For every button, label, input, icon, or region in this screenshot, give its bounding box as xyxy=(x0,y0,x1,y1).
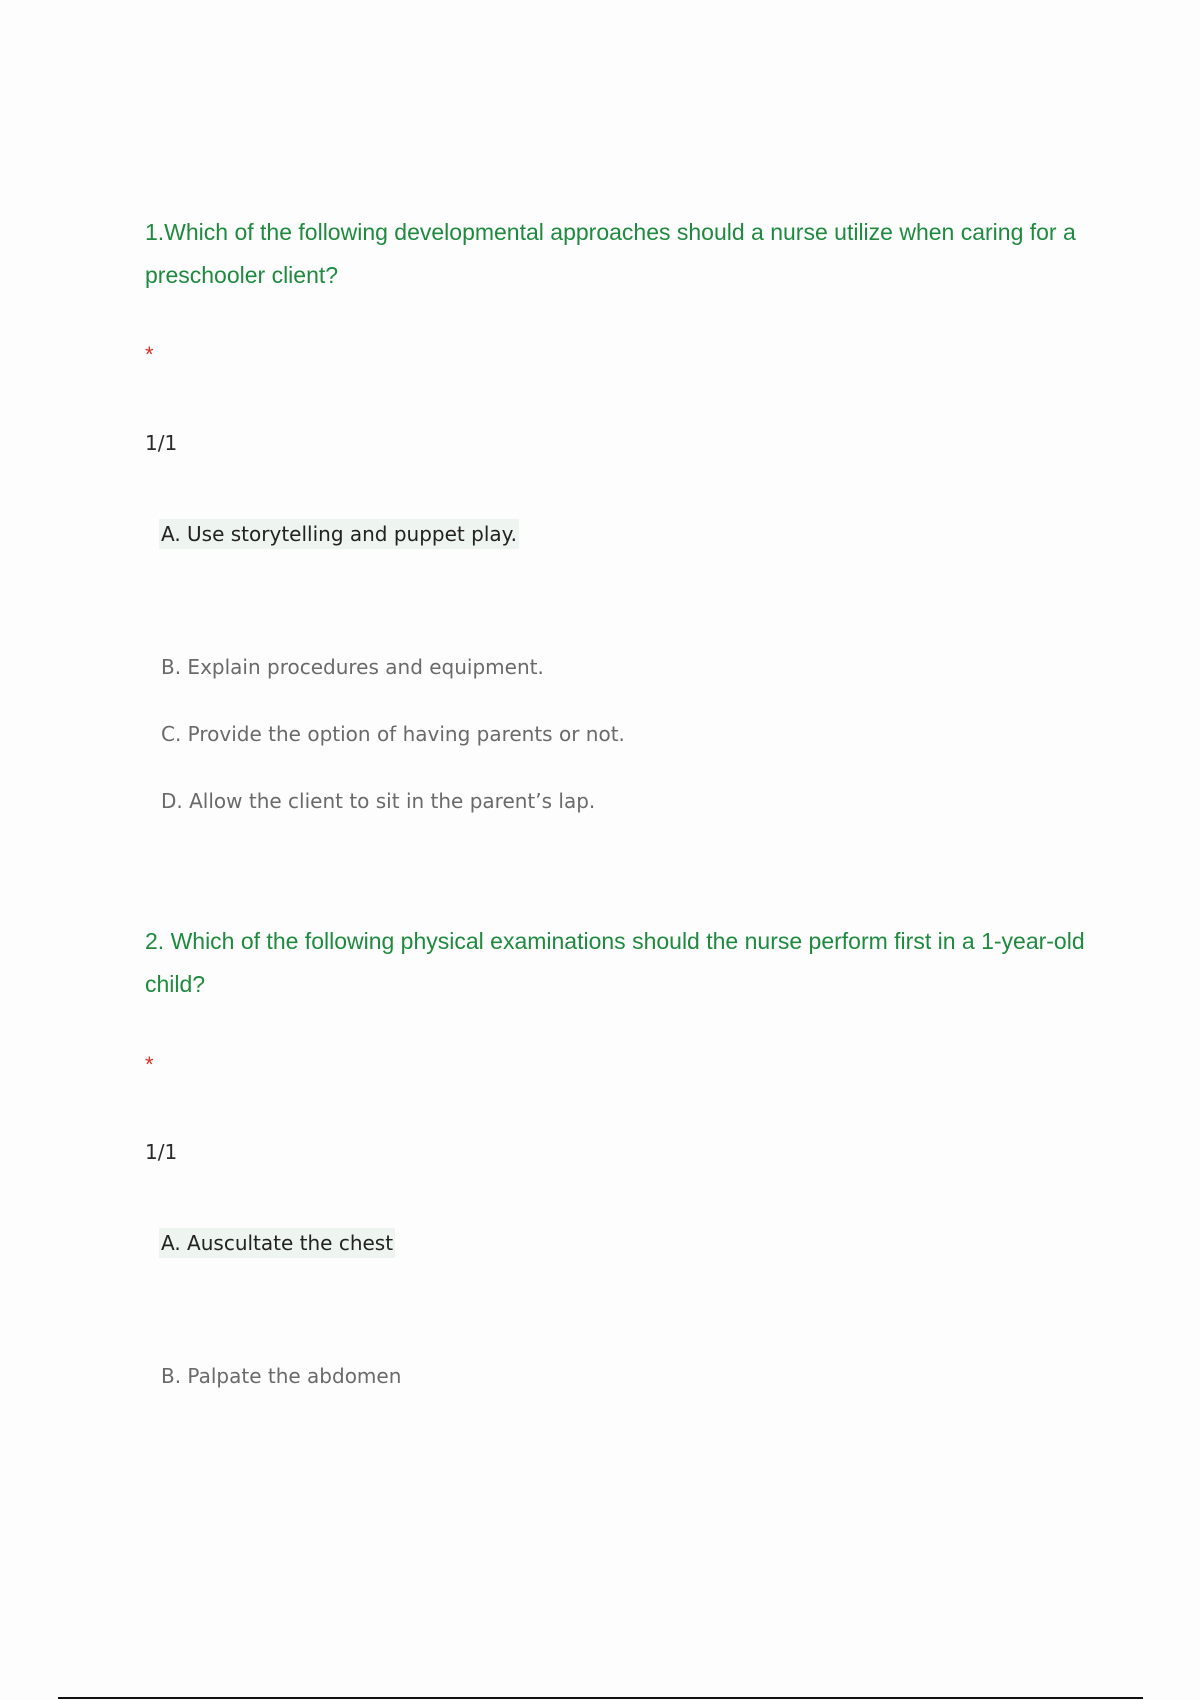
question-2-option-a[interactable]: A. Auscultate the chest xyxy=(159,1228,395,1258)
question-1-option-d[interactable]: D. Allow the client to sit in the parent’s lap. xyxy=(161,789,596,813)
question-1-score: 1/1 xyxy=(145,431,178,455)
question-1-option-b[interactable]: B. Explain procedures and equipment. xyxy=(161,655,544,679)
question-1-text: 1.Which of the following developmental approaches should a nurse utilize when caring for a preschooler client? xyxy=(145,219,1076,288)
question-2-option-b[interactable]: B. Palpate the abdomen xyxy=(161,1364,402,1388)
question-1-option-c[interactable]: C. Provide the option of having parents or not. xyxy=(161,722,625,746)
question-2-text: 2. Which of the following physical examinations should the nurse perform first in a 1-year-old child? xyxy=(145,928,1085,997)
question-2-score: 1/1 xyxy=(145,1140,178,1164)
question-1-required-marker: * xyxy=(145,342,154,367)
question-2-required-marker: * xyxy=(145,1052,154,1077)
question-1-option-a[interactable]: A. Use storytelling and puppet play. xyxy=(159,519,519,549)
bottom-divider xyxy=(58,1697,1143,1699)
